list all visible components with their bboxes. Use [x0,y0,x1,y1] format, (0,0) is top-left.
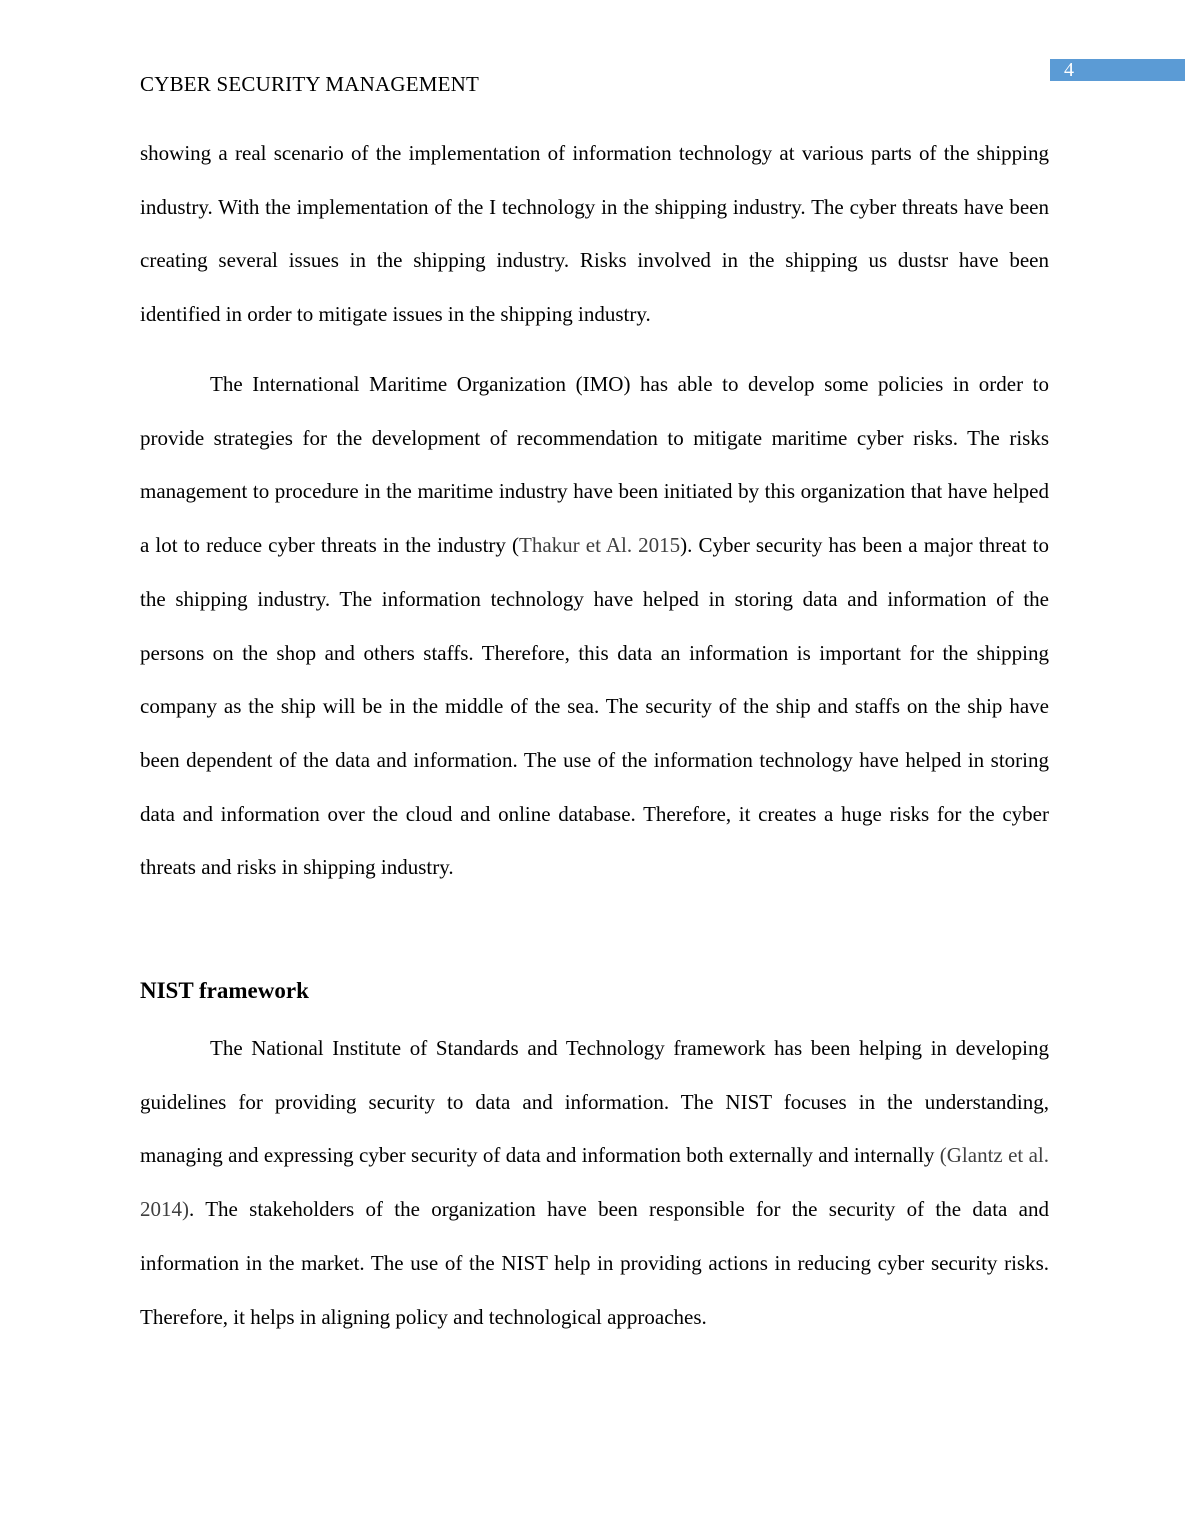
running-head: CYBER SECURITY MANAGEMENT [140,72,480,96]
citation-glantz: (Glantz et al. 2014) [140,1143,1049,1222]
paragraph-nist [140,1022,1049,1344]
paragraph-imo-text-b: ). Cyber security has been a major threat to the shipping industry. The information technology have helped in storing data and information of the persons on the shop and others staffs. Therefore, this data an information is important for the shipping company as the ship will be in the middle of the sea. The security of the ship and staffs on the ship have been dependent of the data and information. The use of the information technology have helped in storing data and information over the cloud and online database. Therefore, it creates a huge risks for the cyber threats and risks in shipping industry. [140,533,1049,880]
section-heading-nist: NIST framework [140,978,309,1003]
citation-thakur: Thakur et Al. 2015 [519,533,681,558]
paragraph-intro: showing a real scenario of the implementation of information technology at various parts of the shipping industry. With the implementation of the I technology in the shipping industry. The cyber threats have been creating several issues in the shipping industry. Risks involved in the shipping us dustsr have been identified in order to mitigate issues in the shipping industry. [140,141,1049,327]
page-number: 4 [1050,59,1185,81]
paragraph-nist-text-b: . The stakeholders of the organization have been responsible for the security of the data and information in the market. The use of the NIST help in providing actions in reducing cyber security risks. Therefore, it helps in aligning policy and technological approaches. [140,1197,1049,1329]
paragraph-nist-text-a: The National Institute of Standards and Technology framework has been helping in developing guidelines for providing security to data and information. The NIST focuses in the understanding, managing and expressing cyber security of data and information both externally and internally [140,1036,1049,1168]
paragraph-imo-text-a: The International Maritime Organization (IMO) has able to develop some policies in order to provide strategies for the development of recommendation to mitigate maritime cyber risks. The risks management to procedure in the maritime industry have been initiated by this organization that have helped a lot to reduce cyber threats in the industry ( [140,372,1049,558]
paragraph-imo [140,358,1049,895]
